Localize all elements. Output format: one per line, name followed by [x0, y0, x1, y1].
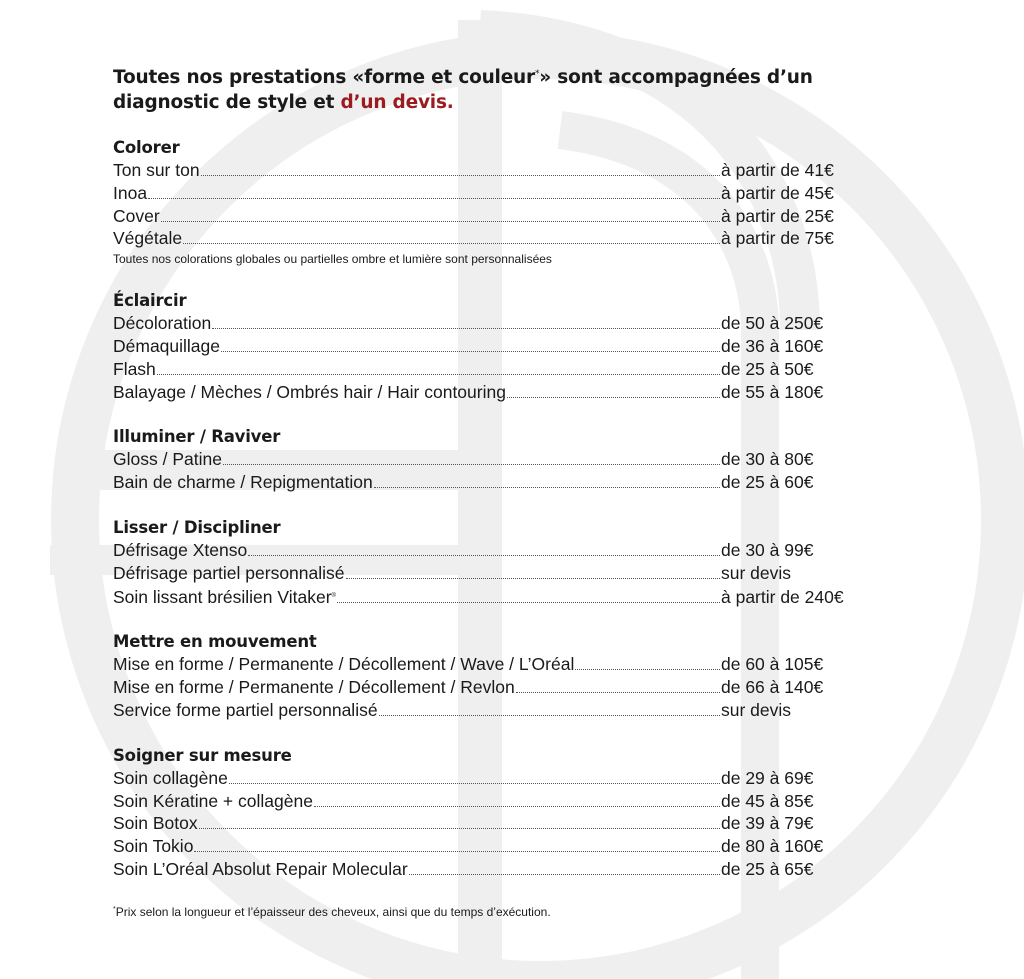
service-name: Ton sur ton — [113, 160, 200, 180]
dot-leader — [212, 328, 720, 329]
service-name: Soin Botox — [113, 813, 198, 834]
price-row — [113, 381, 873, 404]
price-row — [113, 205, 873, 228]
dot-leader — [223, 464, 720, 465]
service-price: de 29 à 69€ — [721, 767, 814, 788]
service-name: Gloss / Patine — [113, 449, 222, 470]
service-name: Soin lissant brésilien Vitaker® — [113, 586, 336, 607]
price-row — [113, 653, 873, 676]
price-row — [113, 471, 873, 494]
section — [113, 631, 873, 721]
service-price: à partir de 41€ — [721, 160, 834, 180]
dot-leader — [161, 221, 720, 222]
service-name: Végétale — [113, 228, 183, 249]
price-row — [113, 767, 873, 790]
asterisk-marker: * — [534, 69, 540, 79]
service-price: de 45 à 85€ — [721, 790, 814, 811]
price-row — [113, 858, 873, 881]
price-row — [113, 448, 873, 471]
price-row — [113, 312, 873, 335]
price-row — [113, 835, 873, 858]
dot-leader — [516, 692, 720, 693]
service-price: à partir de 75€ — [721, 228, 834, 249]
service-name: Soin L’Oréal Absolut Repair Molecular — [113, 858, 408, 879]
dot-leader — [194, 851, 720, 852]
intro-heading: Toutes nos prestations «forme et couleur*» sont accompagnées d’un diagnostic de style et d’un devis. — [113, 67, 813, 113]
price-row — [113, 358, 873, 381]
service-price: de 50 à 250€ — [721, 313, 824, 334]
registered-mark: ® — [331, 592, 336, 599]
section — [113, 745, 873, 881]
service-name: Flash — [113, 358, 156, 379]
section-title: Lisser / Discipliner — [113, 517, 281, 537]
section — [113, 426, 873, 494]
price-row — [113, 699, 873, 722]
dot-leader — [409, 874, 720, 875]
dot-leader — [157, 374, 720, 375]
price-row — [113, 227, 873, 250]
dot-leader — [201, 175, 720, 176]
dot-leader — [148, 198, 720, 199]
service-name: Mise en forme / Permanente / Décollement / Revlon — [113, 677, 515, 698]
dot-leader — [221, 351, 720, 352]
dot-leader — [507, 397, 720, 398]
dot-leader — [248, 555, 720, 556]
service-name: Inoa — [113, 182, 148, 203]
price-row — [113, 159, 873, 182]
service-price: à partir de 240€ — [721, 586, 844, 607]
service-price: de 25 à 50€ — [721, 358, 814, 379]
service-name: Balayage / Mèches / Ombrés hair / Hair contouring — [113, 381, 506, 402]
footnote: *Prix selon la longueur et l’épaisseur des cheveux, ainsi que du temps d’exécution. — [113, 904, 551, 919]
service-name: Service forme partiel personnalisé — [113, 699, 378, 720]
price-row — [113, 585, 873, 609]
price-row — [113, 676, 873, 699]
service-name: Défrisage Xtenso — [113, 539, 248, 560]
price-row — [113, 182, 873, 205]
dot-leader — [199, 828, 720, 829]
dot-leader — [379, 715, 720, 716]
section-title: Colorer — [113, 138, 180, 157]
section — [113, 137, 873, 267]
service-price: de 60 à 105€ — [721, 654, 824, 675]
service-price: de 30 à 80€ — [721, 449, 814, 470]
service-price: à partir de 45€ — [721, 182, 834, 203]
service-name: Démaquillage — [113, 335, 221, 356]
service-price: sur devis — [721, 699, 792, 720]
service-name: Défrisage partiel personnalisé — [113, 562, 345, 583]
dot-leader — [183, 243, 720, 244]
service-name: Mise en forme / Permanente / Décollement / Wave / L’Oréal — [113, 654, 575, 675]
section — [113, 290, 873, 403]
dot-leader — [575, 669, 720, 670]
section-title: Éclaircir — [113, 291, 187, 311]
service-name: Bain de charme / Repigmentation — [113, 472, 373, 493]
intro-highlight: d’un devis. — [340, 92, 454, 113]
price-row — [113, 539, 873, 562]
dot-leader — [337, 602, 720, 603]
service-price: sur devis — [721, 562, 792, 583]
price-row — [113, 812, 873, 835]
price-row — [113, 790, 873, 813]
service-price: de 39 à 79€ — [721, 813, 814, 834]
service-name: Soin Kératine + collagène — [113, 790, 313, 811]
dot-leader — [346, 578, 720, 579]
service-price: de 55 à 180€ — [721, 381, 824, 402]
section-title: Mettre en mouvement — [113, 632, 317, 652]
service-price: de 36 à 160€ — [721, 335, 824, 356]
section — [113, 517, 873, 608]
service-price: de 66 à 140€ — [721, 677, 824, 698]
section-title: Illuminer / Raviver — [113, 427, 281, 447]
section-note: Toutes nos colorations globales ou partielles ombre et lumière sont personnalisées — [113, 252, 552, 267]
sections — [113, 137, 873, 881]
dot-leader — [314, 806, 720, 807]
service-name: Soin collagène — [113, 767, 228, 788]
price-row — [113, 562, 873, 585]
service-name: Décoloration — [113, 313, 212, 334]
service-price: de 30 à 99€ — [721, 539, 814, 560]
service-price: de 80 à 160€ — [721, 836, 824, 857]
section-title: Soigner sur mesure — [113, 745, 292, 765]
service-price: de 25 à 65€ — [721, 858, 814, 879]
price-list — [113, 62, 873, 920]
service-price: de 25 à 60€ — [721, 472, 814, 493]
dot-leader — [374, 487, 720, 488]
service-name: Cover — [113, 205, 160, 226]
price-row — [113, 335, 873, 358]
service-price: à partir de 25€ — [721, 205, 834, 226]
service-name: Soin Tokio — [113, 836, 194, 857]
dot-leader — [229, 783, 720, 784]
